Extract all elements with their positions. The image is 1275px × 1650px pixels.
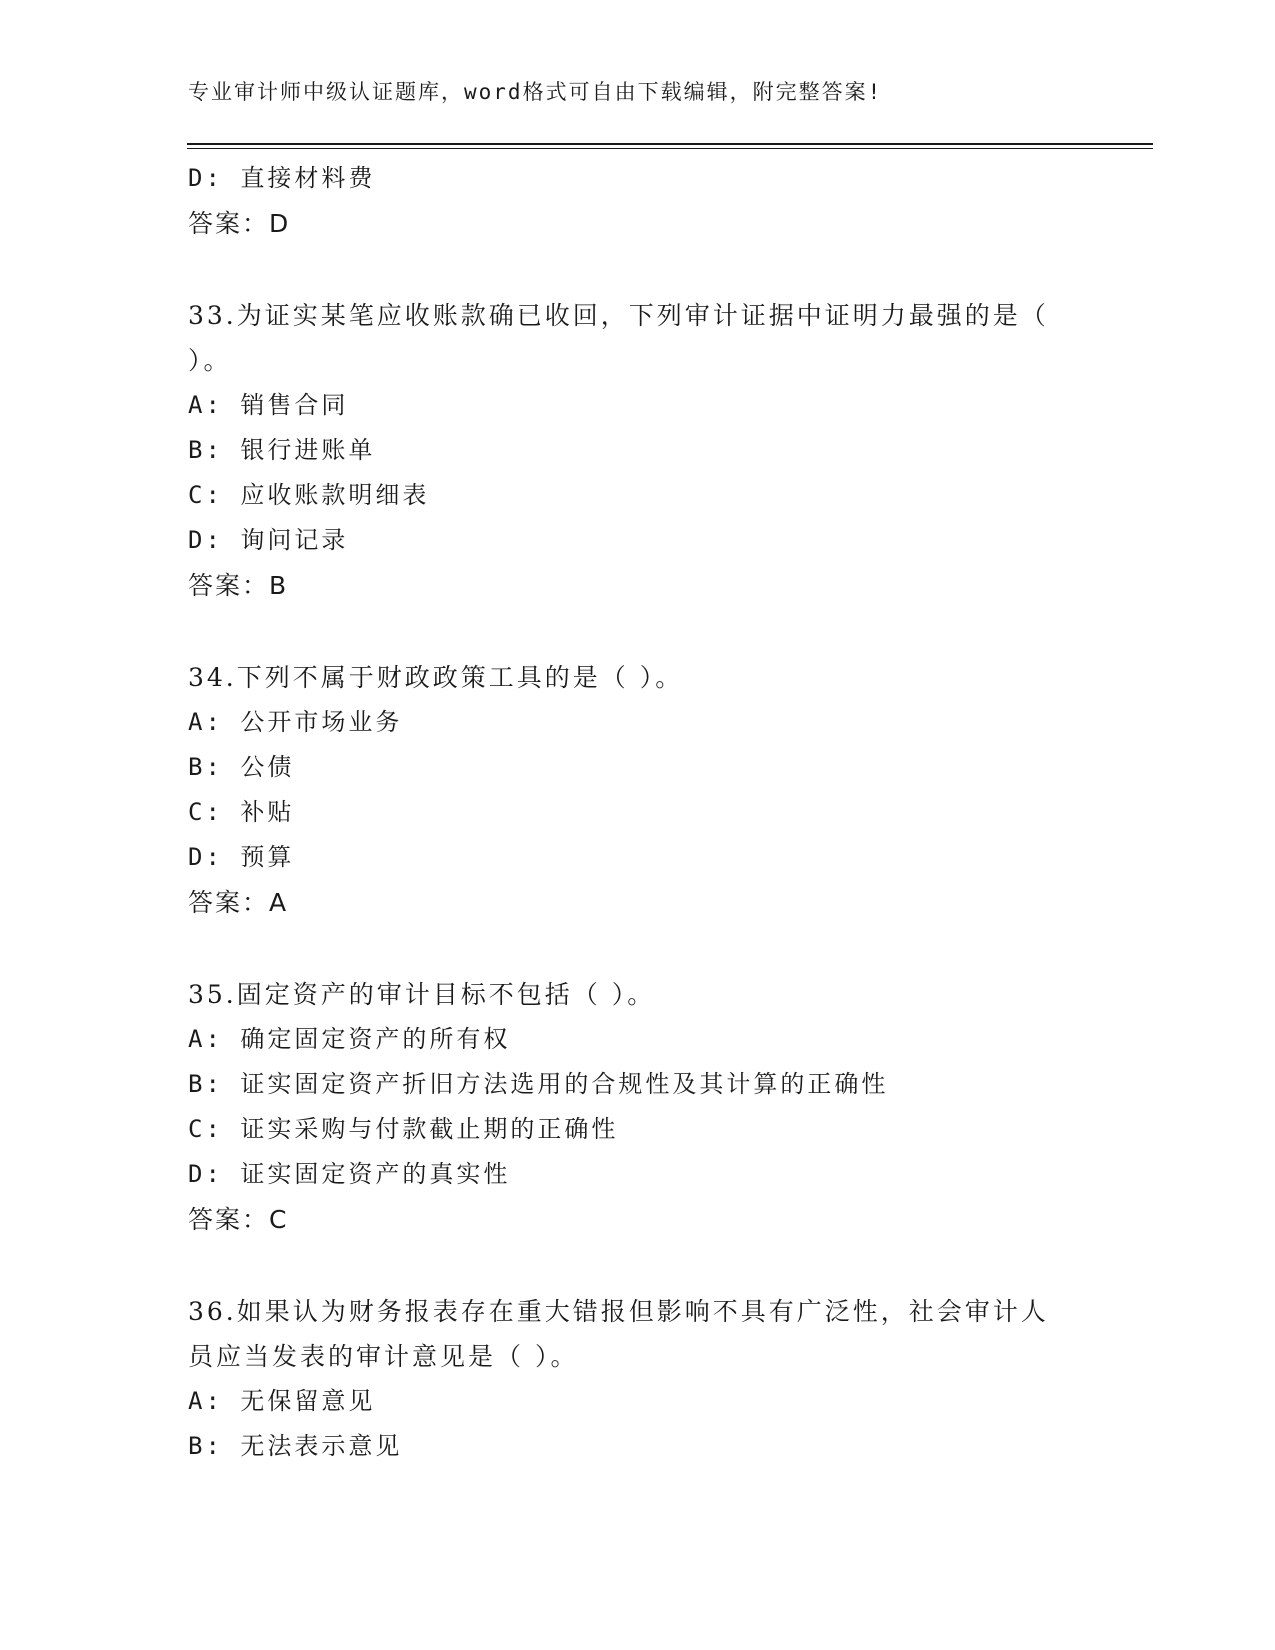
q34-answer: 答案：A [188, 888, 289, 917]
q35-option-d: D: 证实固定资产的真实性 [188, 1160, 511, 1188]
q33-option-d: D: 询问记录 [188, 526, 349, 554]
q36-option-a: A: 无保留意见 [188, 1387, 376, 1415]
spacer [188, 925, 1088, 972]
q33-answer: 答案：B [188, 571, 289, 600]
q34-option-c: C: 补贴 [188, 798, 295, 826]
q34-option-d: D: 预算 [188, 843, 295, 871]
question-list [188, 156, 1088, 1469]
q34-stem: 34.下列不属于财政政策工具的是（ ）。 [188, 663, 684, 692]
q32-option-d: D: 直接材料费 [188, 164, 376, 192]
q35-stem: 35.固定资产的审计目标不包括（ ）。 [188, 980, 656, 1009]
page-header: 专业审计师中级认证题库，word格式可自由下载编辑，附完整答案! [188, 80, 883, 104]
q33-option-c: C: 应收账款明细表 [188, 481, 430, 509]
q33-stem-line2: ）。 [188, 346, 232, 375]
q36-option-b: B: 无法表示意见 [188, 1432, 403, 1460]
spacer [188, 246, 1088, 293]
q35-answer: 答案：C [188, 1205, 289, 1234]
q36-stem-line2: 员应当发表的审计意见是（ ）。 [188, 1342, 579, 1371]
q34-option-a: A: 公开市场业务 [188, 708, 403, 736]
q34-option-b: B: 公债 [188, 753, 295, 781]
q33-stem-line1: 33.为证实某笔应收账款确已收回，下列审计证据中证明力最强的是（ [188, 301, 1049, 330]
spacer [188, 608, 1088, 655]
q36-stem-line1: 36.如果认为财务报表存在重大错报但影响不具有广泛性，社会审计人 [188, 1297, 1049, 1326]
q35-option-a: A: 确定固定资产的所有权 [188, 1025, 511, 1053]
q35-option-b: B: 证实固定资产折旧方法选用的合规性及其计算的正确性 [188, 1070, 889, 1098]
spacer [188, 1242, 1088, 1289]
q32-answer: 答案：D [188, 209, 291, 238]
q35-option-c: C: 证实采购与付款截止期的正确性 [188, 1115, 619, 1143]
header-divider [187, 143, 1153, 149]
q33-option-b: B: 银行进账单 [188, 436, 376, 464]
q33-option-a: A: 销售合同 [188, 391, 349, 419]
